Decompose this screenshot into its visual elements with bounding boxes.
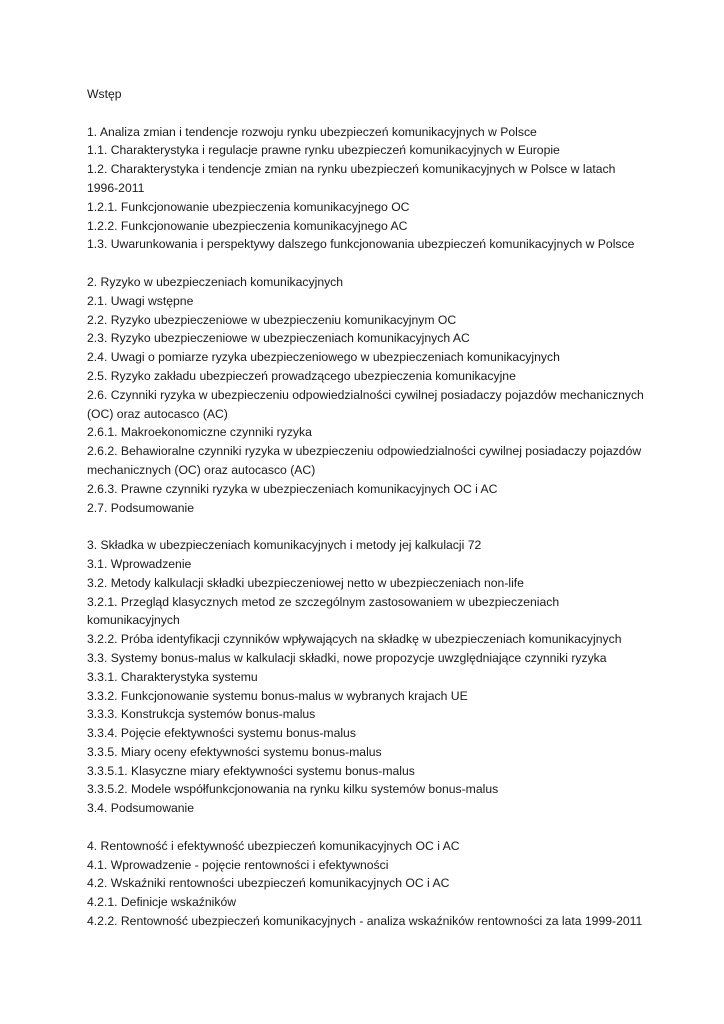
toc-entry: 2.5. Ryzyko zakładu ubezpieczeń prowadzącego ubezpieczenia komunikacyjne xyxy=(87,368,516,383)
toc-entry: 3.4. Podsumowanie xyxy=(87,801,195,816)
toc-entry: 3.3.1. Charakterystyka systemu xyxy=(87,669,258,684)
toc-entry: 4.2.2. Rentowność ubezpieczeń komunikacyjnych - analiza wskaźników rentowności za lata 1999-2011 xyxy=(87,914,643,929)
spacer xyxy=(87,517,687,536)
toc-entry: 3.1. Wprowadzenie xyxy=(87,556,192,571)
toc-entry: mechanicznych (OC) oraz autocasco (AC) xyxy=(87,462,316,477)
toc-entry: 3.2. Metody kalkulacji składki ubezpieczeniowej netto w ubezpieczeniach non-life xyxy=(87,575,524,590)
toc-entry: 2.3. Ryzyko ubezpieczeniowe w ubezpieczeniach komunikacyjnych AC xyxy=(87,331,470,346)
toc-section xyxy=(87,536,687,818)
toc-entry: komunikacyjnych xyxy=(87,613,180,628)
table-of-contents xyxy=(87,123,687,931)
toc-entry: (OC) oraz autocasco (AC) xyxy=(87,406,228,421)
toc-entry: 3.3.5.2. Modele współfunkcjonowania na rynku kilku systemów bonus-malus xyxy=(87,782,499,797)
spacer xyxy=(87,254,687,273)
toc-entry: 3.2.1. Przegląd klasycznych metod ze szczególnym zastosowaniem w ubezpieczeniach xyxy=(87,594,560,609)
toc-entry: 2.2. Ryzyko ubezpieczeniowe w ubezpieczeniu komunikacyjnym OC xyxy=(87,312,457,327)
toc-entry: 2.6.2. Behawioralne czynniki ryzyka w ubezpieczeniu odpowiedzialności cywilnej posiadaczy pojazdów xyxy=(87,444,642,459)
toc-entry: 4.2. Wskaźniki rentowności ubezpieczeń komunikacyjnych OC i AC xyxy=(87,876,450,891)
toc-entry: 3.3. Systemy bonus-malus w kalkulacji składki, nowe propozycje uwzględniające czynniki ryzyka xyxy=(87,650,607,665)
toc-entry: 2. Ryzyko w ubezpieczeniach komunikacyjnych xyxy=(87,274,344,289)
toc-entry: 3.3.2. Funkcjonowanie systemu bonus-malus w wybranych krajach UE xyxy=(87,688,468,703)
spacer xyxy=(87,818,687,837)
toc-entry: 3. Składka w ubezpieczeniach komunikacyjnych i metody jej kalkulacji 72 xyxy=(87,538,482,553)
toc-entry: 2.6.3. Prawne czynniki ryzyka w ubezpieczeniach komunikacyjnych OC i AC xyxy=(87,481,498,496)
toc-entry: 3.3.5. Miary oceny efektywności systemu bonus-malus xyxy=(87,744,382,759)
toc-section xyxy=(87,273,687,517)
toc-entry: 4.2.1. Definicje wskaźników xyxy=(87,895,237,910)
toc-entry: 4.1. Wprowadzenie - pojęcie rentowności i efektywności xyxy=(87,857,389,872)
toc-entry: 3.2.2. Próba identyfikacji czynników wpływających na składkę w ubezpieczeniach komunikacyjnych xyxy=(87,632,622,647)
toc-entry: 2.1. Uwagi wstępne xyxy=(87,293,194,308)
toc-entry: 1.2.2. Funkcjonowanie ubezpieczenia komunikacyjnego AC xyxy=(87,218,408,233)
toc-entry: 2.7. Podsumowanie xyxy=(87,500,195,515)
toc-entry: 1.3. Uwarunkowania i perspektywy dalszego funkcjonowania ubezpieczeń komunikacyjnych w Polsce xyxy=(87,237,635,252)
document-page xyxy=(87,85,687,931)
spacer xyxy=(87,104,687,123)
toc-entry: 1996-2011 xyxy=(87,180,145,195)
toc-entry: 1. Analiza zmian i tendencje rozwoju rynku ubezpieczeń komunikacyjnych w Polsce xyxy=(87,124,537,139)
toc-section xyxy=(87,837,687,931)
intro-heading: Wstęp xyxy=(87,87,122,101)
toc-entry: 2.6. Czynniki ryzyka w ubezpieczeniu odpowiedzialności cywilnej posiadaczy pojazdów mechanicznych xyxy=(87,387,644,402)
toc-entry: 2.6.1. Makroekonomiczne czynniki ryzyka xyxy=(87,425,312,440)
toc-entry: 2.4. Uwagi o pomiarze ryzyka ubezpieczeniowego w ubezpieczeniach komunikacyjnych xyxy=(87,350,560,365)
toc-entry: 1.2. Charakterystyka i tendencje zmian na rynku ubezpieczeń komunikacyjnych w Polsce w latach xyxy=(87,162,616,177)
toc-entry: 3.3.3. Konstrukcja systemów bonus-malus xyxy=(87,707,316,722)
toc-entry: 1.1. Charakterystyka i regulacje prawne rynku ubezpieczeń komunikacyjnych w Europie xyxy=(87,143,560,158)
toc-section xyxy=(87,123,687,255)
toc-entry: 3.3.5.1. Klasyczne miary efektywności systemu bonus-malus xyxy=(87,763,415,778)
toc-entry: 3.3.4. Pojęcie efektywności systemu bonus-malus xyxy=(87,726,356,741)
toc-entry: 1.2.1. Funkcjonowanie ubezpieczenia komunikacyjnego OC xyxy=(87,199,410,214)
toc-entry: 4. Rentowność i efektywność ubezpieczeń komunikacyjnych OC i AC xyxy=(87,838,460,853)
